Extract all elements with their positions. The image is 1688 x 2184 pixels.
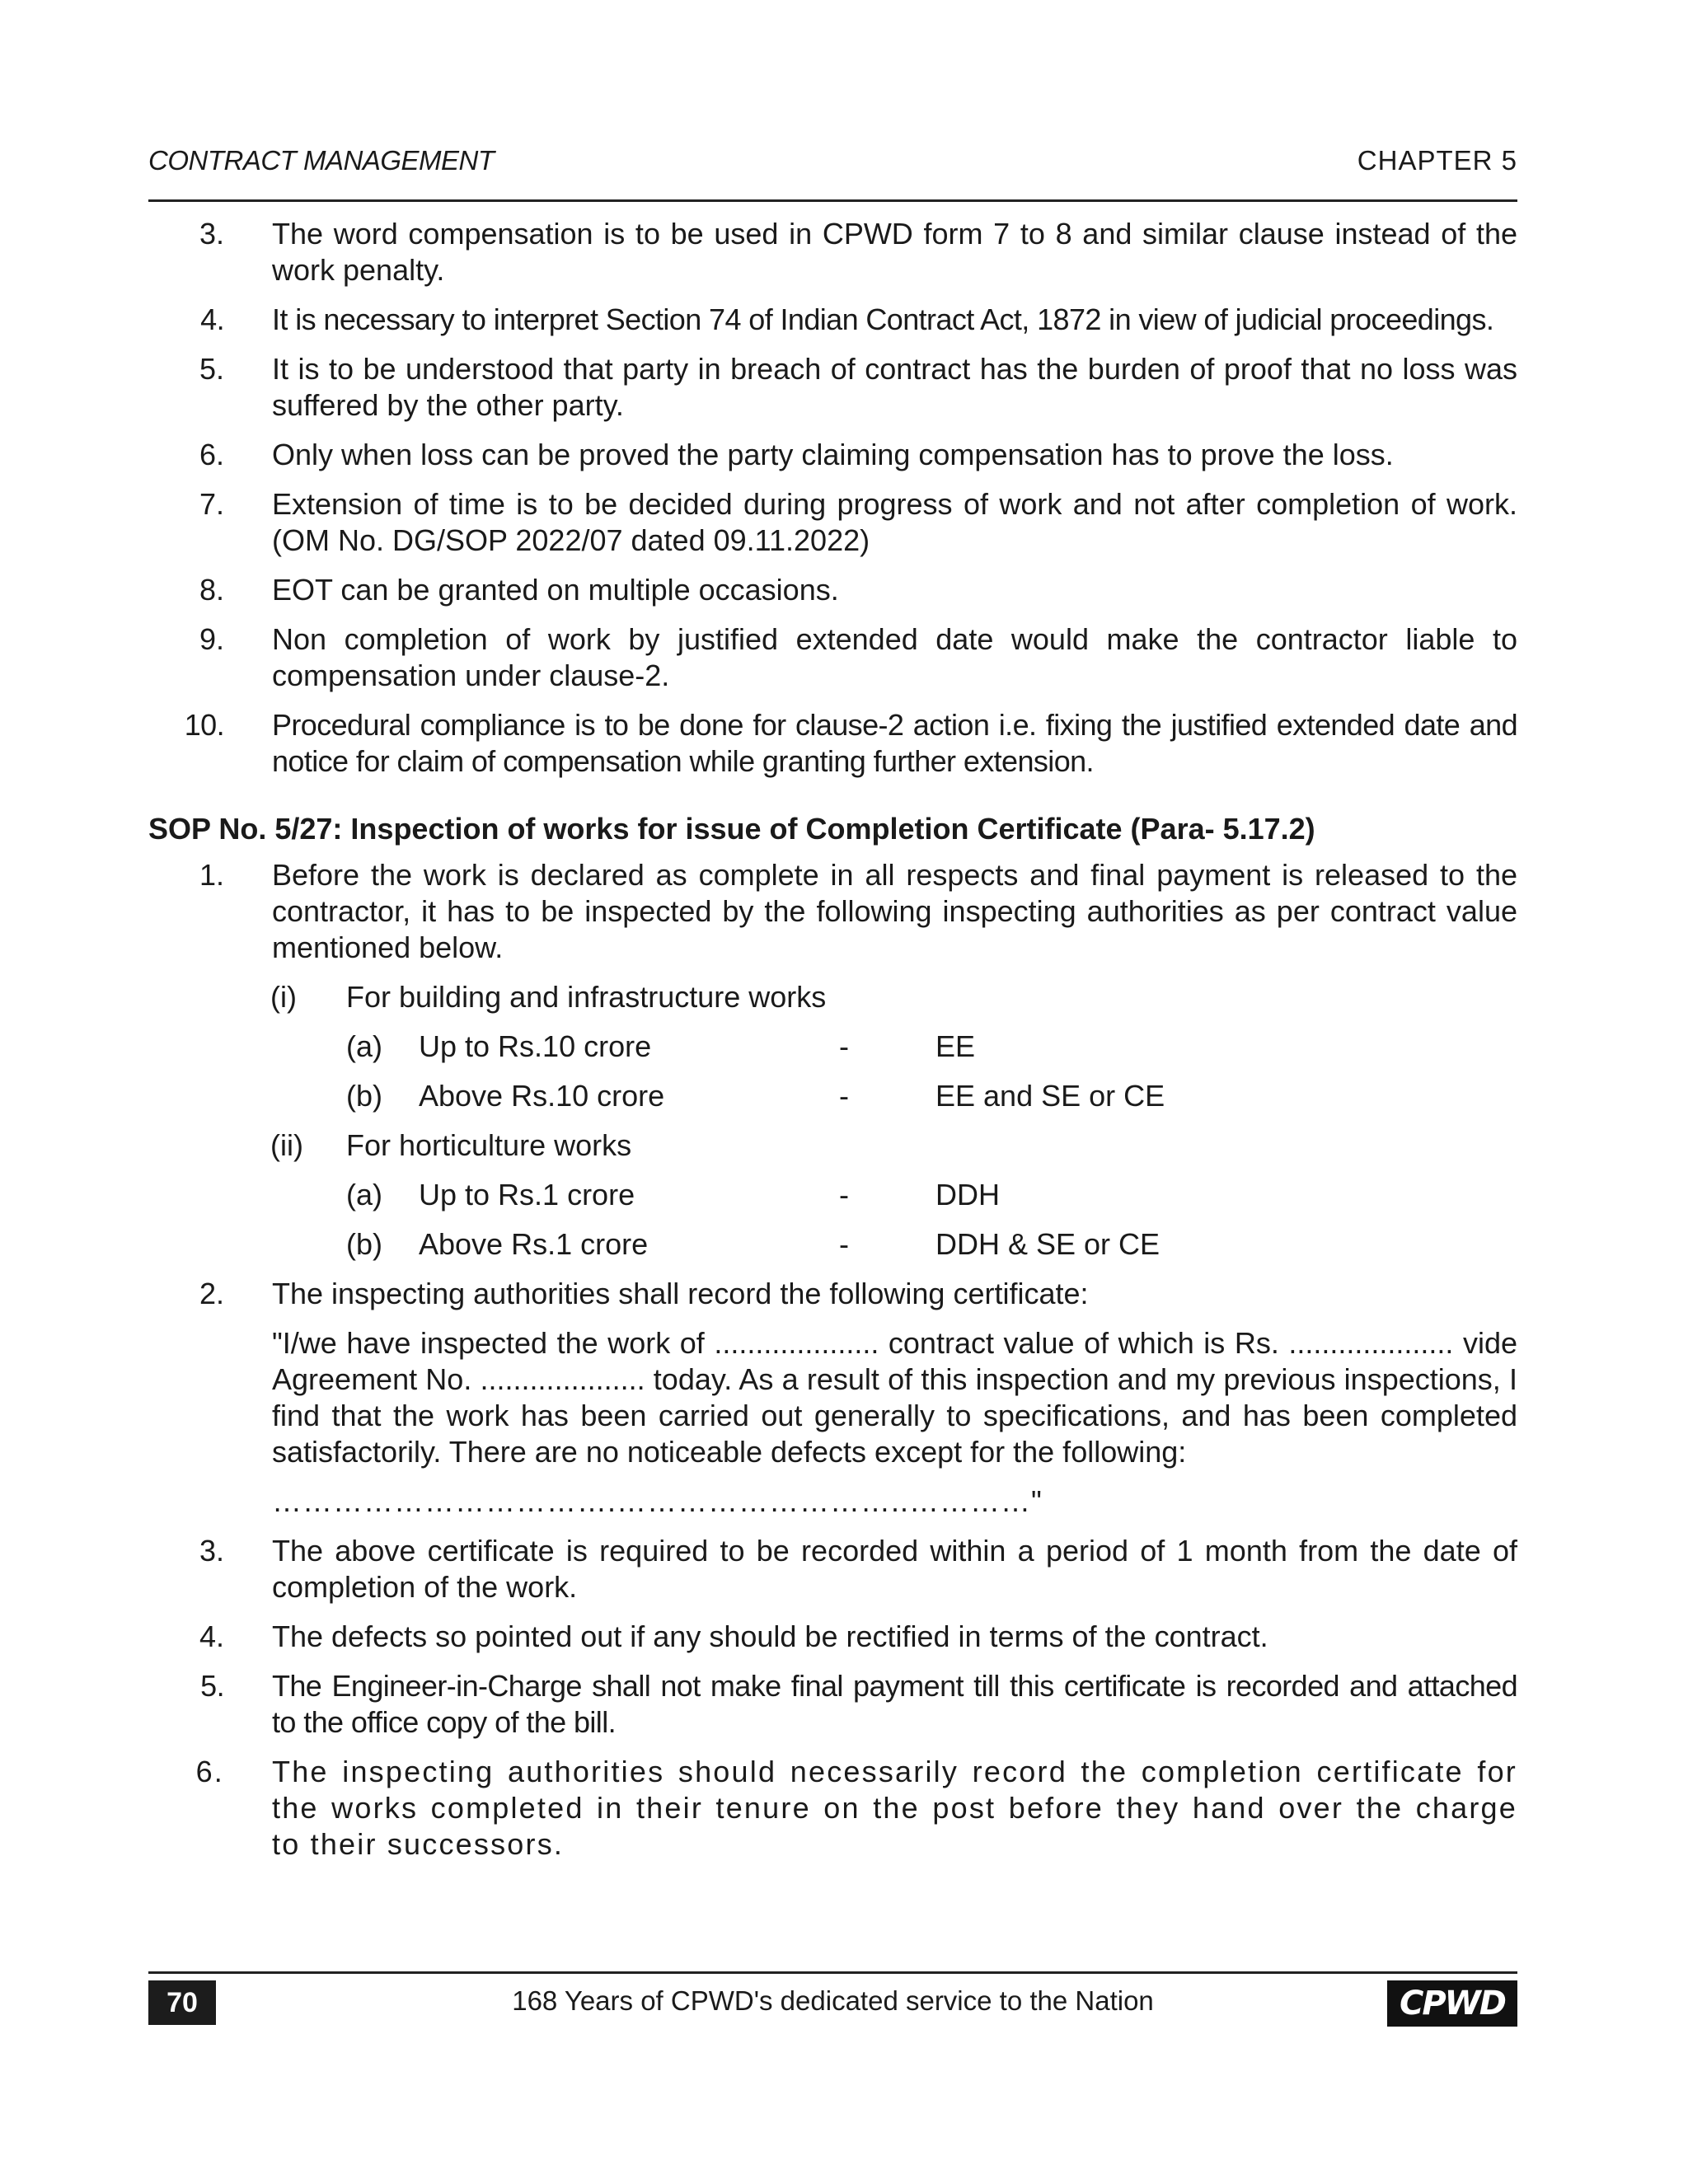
page-footer	[148, 1971, 1517, 2023]
item-number: 6.	[195, 1755, 224, 1788]
item-number: 5.	[200, 1669, 224, 1703]
authority-row	[148, 1029, 1517, 1065]
row-authority: EE and SE or CE	[935, 1079, 1165, 1113]
item-number: 2.	[199, 1277, 224, 1310]
list-item	[148, 216, 1517, 288]
list-item	[148, 1276, 1517, 1312]
row-letter: (a)	[346, 1029, 382, 1063]
chapter-label: CHAPTER 5	[1357, 145, 1517, 176]
page-number: 70	[148, 1980, 216, 2025]
item-text: The inspecting authorities shall record the following certificate:	[272, 1277, 1089, 1310]
item-text: The above certificate is required to be recorded within a period of 1 month from the date of completion of the work.	[272, 1534, 1517, 1604]
item-text: The word compensation is to be used in CPWD form 7 to 8 and similar clause instead of the work penalty.	[272, 217, 1517, 287]
row-value-range: Above Rs.10 crore	[419, 1079, 665, 1113]
sub-item-number: (i)	[270, 980, 297, 1014]
item-text: Extension of time is to be decided during progress of work and not after completion of work. (OM No. DG/SOP 2022/07 dated 09.11.2022)	[272, 487, 1517, 557]
row-authority: DDH	[935, 1178, 1000, 1212]
item-text: It is to be understood that party in breach of contract has the burden of proof that no loss was suffered by the other party.	[272, 352, 1517, 422]
list-item	[148, 486, 1517, 559]
row-value-range: Up to Rs.10 crore	[419, 1029, 652, 1063]
running-title: CONTRACT MANAGEMENT	[148, 145, 495, 176]
sub-item	[148, 1127, 1517, 1164]
list-item	[148, 437, 1517, 473]
list-item	[148, 1619, 1517, 1655]
list-item	[148, 572, 1517, 608]
item-text: It is necessary to interpret Section 74 of Indian Contract Act, 1872 in view of judicial proceedings.	[272, 302, 1494, 336]
sub-item	[148, 979, 1517, 1015]
item-number: 3.	[199, 1534, 224, 1568]
item-number: 5.	[199, 352, 224, 386]
item-number: 4.	[200, 302, 224, 336]
item-text: EOT can be granted on multiple occasions.	[272, 573, 839, 607]
item-number: 8.	[199, 573, 224, 607]
list-item	[148, 857, 1517, 966]
item-text: The Engineer-in-Charge shall not make final payment till this certificate is recorded and attached to the office copy of the bill.	[272, 1669, 1517, 1739]
item-text: Only when loss can be proved the party claiming compensation has to prove the loss.	[272, 438, 1394, 471]
row-dash: -	[839, 1227, 849, 1261]
item-text: Before the work is declared as complete in all respects and final payment is released to the contractor, it has to be inspected by the following inspecting authorities as per contract value mentioned below.	[272, 858, 1517, 964]
page-header	[148, 142, 1517, 202]
item-text: The inspecting authorities should necessarily record the completion certificate for the works completed in their tenure on the post before they hand over the charge to their successors.	[272, 1755, 1517, 1861]
item-number: 4.	[199, 1619, 224, 1653]
authority-row	[148, 1078, 1517, 1114]
item-number: 6.	[199, 438, 224, 471]
sub-item-text: For building and infrastructure works	[346, 980, 827, 1014]
row-letter: (a)	[346, 1178, 382, 1212]
item-text: Procedural compliance is to be done for clause-2 action i.e. fixing the justified extended date and notice for claim of compensation while granting further extension.	[272, 708, 1517, 778]
row-authority: EE	[935, 1029, 976, 1063]
row-value-range: Above Rs.1 crore	[419, 1227, 649, 1261]
list-item	[148, 621, 1517, 694]
sub-item-number: (ii)	[270, 1128, 303, 1162]
item-text: The defects so pointed out if any should be rectified in terms of the contract.	[272, 1619, 1268, 1653]
item-text: Non completion of work by justified extended date would make the contractor liable to compensation under clause-2.	[272, 622, 1517, 692]
item-number: 1.	[199, 858, 224, 892]
authority-row	[148, 1226, 1517, 1263]
certificate-blank-line: …………………………….………………………..…………"	[272, 1484, 1043, 1518]
item-number: 7.	[199, 487, 224, 521]
page-body	[148, 216, 1517, 1876]
row-letter: (b)	[346, 1227, 382, 1261]
item-number: 10.	[184, 708, 224, 742]
row-letter: (b)	[346, 1079, 382, 1113]
cpwd-logo: CPWD	[1387, 1980, 1517, 2027]
row-dash: -	[839, 1079, 849, 1113]
footer-tagline: 168 Years of CPWD's dedicated service to the Nation	[512, 1985, 1154, 2016]
list-item	[148, 351, 1517, 424]
item-number: 3.	[199, 217, 224, 251]
list-item	[148, 1533, 1517, 1605]
authority-row	[148, 1177, 1517, 1213]
row-dash: -	[839, 1178, 849, 1212]
list-item	[148, 302, 1517, 338]
row-authority: DDH & SE or CE	[935, 1227, 1160, 1261]
sop-heading: SOP No. 5/27: Inspection of works for issue of Completion Certificate (Para- 5.17.2)	[148, 812, 1315, 846]
certificate-text: "I/we have inspected the work of .................... contract value of which is Rs. .................... vide Agreement No. .................... today. As a result of this inspection and my previous inspections, I find that the work has been carried out generally to specifications, and has been completed satisfactorily. There are no noticeable defects except for the following:	[272, 1326, 1517, 1469]
list-item	[148, 1754, 1517, 1863]
list-item	[148, 1668, 1517, 1741]
sub-item-text: For horticulture works	[346, 1128, 632, 1162]
item-number: 9.	[199, 622, 224, 656]
row-value-range: Up to Rs.1 crore	[419, 1178, 635, 1212]
list-item	[148, 707, 1517, 780]
row-dash: -	[839, 1029, 849, 1063]
